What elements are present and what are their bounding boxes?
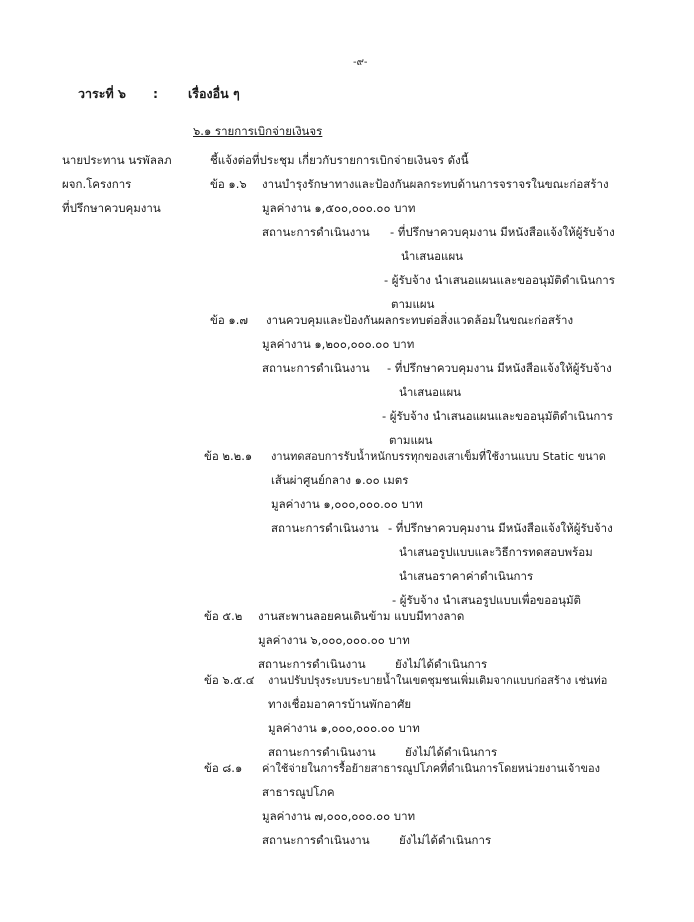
- agenda-label: วาระที่ ๖: [78, 86, 126, 101]
- item-number: ข้อ ๑.๖: [210, 177, 247, 191]
- item-status-line: ตามแผน: [389, 433, 433, 447]
- item-status-line: - ที่ปรึกษาควบคุมงาน มีหนังสือแจ้งให้ผู้รับจ้าง: [388, 521, 613, 535]
- item-status-line: นำเสนอแผน: [401, 249, 464, 263]
- item-title: งานปรับปรุงระบบระบายน้ำในเขตชุมชนเพิ่มเติมจากแบบก่อสร้าง เช่นท่อ: [268, 674, 608, 687]
- item-number: ข้อ ๖.๕.๔: [204, 673, 255, 687]
- item-status-line: - ที่ปรึกษาควบคุมงาน มีหนังสือแจ้งให้ผู้รับจ้าง: [390, 225, 615, 239]
- agenda-colon: :: [153, 86, 158, 101]
- item-status-label: สถานะการดำเนินงาน: [258, 657, 366, 671]
- item-status-line: - ผู้รับจ้าง นำเสนอแผนและขออนุมัติดำเนินการ: [382, 409, 613, 423]
- item-value: มูลค่างาน ๑,๒๐๐,๐๐๐.๐๐ บาท: [262, 337, 415, 351]
- item-value: มูลค่างาน ๗,๐๐๐,๐๐๐.๐๐ บาท: [262, 809, 416, 823]
- item-value: มูลค่างาน ๑,๕๐๐,๐๐๐.๐๐ บาท: [262, 201, 416, 215]
- presenter-org: ที่ปรึกษาควบคุมงาน: [62, 201, 161, 215]
- item-status-line: นำเสนอราคาค่าดำเนินการ: [399, 569, 534, 583]
- item-status-line: - ผู้รับจ้าง นำเสนอแผนและขออนุมัติดำเนินการ: [384, 273, 615, 287]
- item-status-label: สถานะการดำเนินงาน: [262, 833, 370, 847]
- intro-text: ชี้แจ้งต่อที่ประชุม เกี่ยวกับรายการเบิกจ่ายเงินจร ดังนี้: [210, 153, 469, 167]
- item-title: ค่าใช้จ่ายในการรื้อย้ายสาธารณูปโภคที่ดำเนินการโดยหน่วยงานเจ้าของ: [262, 762, 601, 775]
- presenter-name: นายประทาน นรพัลลภ: [62, 153, 172, 167]
- agenda-title: เรื่องอื่น ๆ: [188, 86, 240, 101]
- item-status-label: สถานะการดำเนินงาน: [268, 745, 376, 759]
- item-status-line: นำเสนอแผน: [399, 385, 462, 399]
- item-status-line: ยังไม่ได้ดำเนินการ: [399, 833, 492, 847]
- item-title: งานสะพานลอยคนเดินข้าม แบบมีทางลาด: [258, 609, 465, 623]
- item-title: งานควบคุมและป้องกันผลกระทบต่อสิ่งแวดล้อมในขณะก่อสร้าง: [266, 313, 574, 327]
- page-number: -๙-: [353, 57, 368, 68]
- presenter-position: ผจก.โครงการ: [62, 177, 132, 191]
- item-status-line: - ผู้รับจ้าง นำเสนอรูปแบบเพื่อขออนุมัติ: [392, 593, 582, 607]
- item-number: ข้อ ๘.๑: [204, 761, 243, 775]
- item-value: มูลค่างาน ๑,๐๐๐,๐๐๐.๐๐ บาท: [271, 497, 423, 511]
- item-status-line: ยังไม่ได้ดำเนินการ: [405, 745, 498, 759]
- item-status-label: สถานะการดำเนินงาน: [271, 521, 379, 535]
- item-title: สาธารณูปโภค: [262, 785, 335, 799]
- section-heading: ๖.๑ รายการเบิกจ่ายเงินจร: [193, 124, 323, 138]
- item-status-label: สถานะการดำเนินงาน: [262, 361, 370, 375]
- item-value: มูลค่างาน ๑,๐๐๐,๐๐๐.๐๐ บาท: [268, 721, 420, 735]
- item-number: ข้อ ๑.๗: [210, 313, 249, 327]
- item-status-label: สถานะการดำเนินงาน: [262, 225, 370, 239]
- item-status-line: ยังไม่ได้ดำเนินการ: [395, 657, 488, 671]
- item-title: งานทดสอบการรับน้ำหนักบรรทุกของเสาเข็มที่ใช้งานแบบ Static ขนาด: [271, 450, 606, 463]
- item-title: ทางเชื่อมอาคารบ้านพักอาศัย: [268, 697, 412, 711]
- item-status-line: - ที่ปรึกษาควบคุมงาน มีหนังสือแจ้งให้ผู้รับจ้าง: [387, 361, 612, 375]
- item-status-line: ตามแผน: [391, 297, 435, 311]
- item-value: มูลค่างาน ๖,๐๐๐,๐๐๐.๐๐ บาท: [258, 633, 410, 647]
- item-status-line: นำเสนอรูปแบบและวิธีการทดสอบพร้อม: [399, 545, 593, 559]
- item-title: งานบำรุงรักษาทางและป้องกันผลกระทบด้านการจราจรในขณะก่อสร้าง: [262, 177, 609, 191]
- item-number: ข้อ ๕.๒: [204, 609, 243, 623]
- item-number: ข้อ ๒.๒.๑: [204, 449, 253, 463]
- item-title: เส้นผ่าศูนย์กลาง ๑.๐๐ เมตร: [271, 473, 409, 487]
